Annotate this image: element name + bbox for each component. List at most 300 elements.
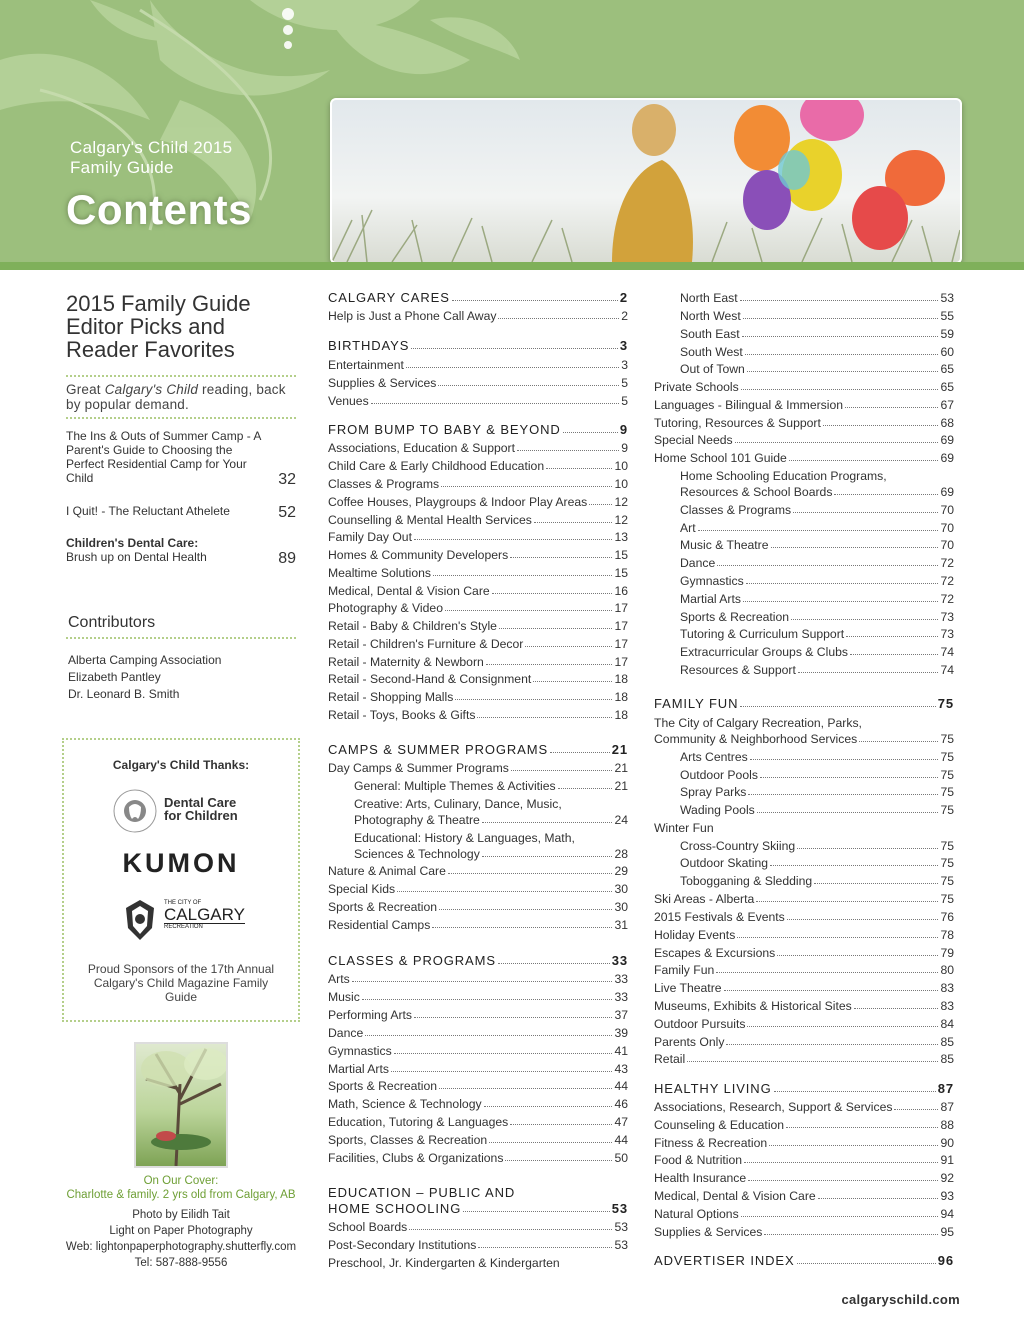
toc-entry[interactable] bbox=[328, 307, 628, 323]
toc-entry[interactable] bbox=[328, 528, 628, 544]
toc-entry[interactable] bbox=[328, 988, 628, 1004]
dot-leader bbox=[448, 873, 613, 874]
toc-page-number: 18 bbox=[614, 708, 628, 722]
toc-page-number: 15 bbox=[614, 566, 628, 580]
dot-leader bbox=[589, 504, 612, 505]
toc-page-number: 83 bbox=[940, 981, 954, 995]
toc-entry-label: EDUCATION – PUBLIC AND bbox=[328, 1185, 516, 1200]
dot-leader bbox=[771, 547, 939, 548]
toc-entry[interactable] bbox=[654, 1015, 954, 1031]
dot-leader bbox=[484, 1106, 613, 1107]
pick-summer-camp[interactable] bbox=[66, 429, 296, 488]
toc-entry-label: Museums, Exhibits & Historical Sites bbox=[654, 999, 852, 1013]
toc-entry[interactable] bbox=[654, 997, 954, 1013]
toc-page-number: 65 bbox=[940, 380, 954, 394]
toc-entry[interactable] bbox=[680, 467, 954, 483]
toc-entry-label: Wading Pools bbox=[680, 803, 755, 817]
toc-entry[interactable] bbox=[328, 880, 628, 896]
toc-page-number: 33 bbox=[614, 990, 628, 1004]
toc-page-number: 73 bbox=[940, 627, 954, 641]
toc-entry[interactable] bbox=[328, 546, 628, 562]
dot-leader bbox=[789, 460, 939, 461]
toc-entry[interactable] bbox=[328, 1077, 628, 1093]
toc-entry[interactable] bbox=[654, 819, 954, 835]
toc-entry[interactable] bbox=[654, 1050, 954, 1066]
toc-entry[interactable] bbox=[328, 1149, 628, 1165]
toc-entry-label: Arts Centres bbox=[680, 750, 748, 764]
toc-section-heading[interactable] bbox=[328, 741, 628, 757]
toc-section-heading[interactable] bbox=[328, 1200, 628, 1216]
divider bbox=[66, 375, 296, 377]
dot-leader bbox=[455, 699, 612, 700]
toc-entry-label: Outdoor Pools bbox=[680, 768, 758, 782]
toc-page-number: 93 bbox=[940, 1189, 954, 1203]
toc-page-number: 69 bbox=[940, 485, 954, 499]
toc-entry[interactable] bbox=[328, 511, 628, 527]
toc-page-number: 75 bbox=[940, 856, 954, 870]
toc-page-number: 31 bbox=[614, 918, 628, 932]
toc-entry-label: Tobogganing & Sledding bbox=[680, 874, 813, 888]
toc-entry-label: Languages - Bilingual & Immersion bbox=[654, 398, 844, 412]
toc-entry-label: Fitness & Recreation bbox=[654, 1136, 768, 1150]
toc-entry[interactable] bbox=[328, 1113, 628, 1129]
toc-entry[interactable] bbox=[654, 414, 954, 430]
toc-entry-label: Entertainment bbox=[328, 358, 404, 372]
toc-entry[interactable] bbox=[328, 493, 628, 509]
dot-leader bbox=[511, 770, 613, 771]
toc-entry[interactable] bbox=[654, 1116, 954, 1132]
dot-leader bbox=[737, 937, 938, 938]
toc-entry-label: Tutoring, Resources & Support bbox=[654, 416, 821, 430]
calgary-small: THE CITY OF bbox=[164, 900, 202, 906]
dot-leader bbox=[477, 717, 612, 718]
toc-entry[interactable] bbox=[328, 1095, 628, 1111]
toc-page-number: 2 bbox=[619, 290, 628, 305]
dental-line1: Dental Care bbox=[164, 795, 237, 810]
dot-leader bbox=[793, 512, 938, 513]
pick-text: Brush up on Dental Health bbox=[66, 550, 207, 564]
dot-leader bbox=[478, 1247, 612, 1248]
toc-entry-label: Medical, Dental & Vision Care bbox=[654, 1189, 816, 1203]
toc-entry[interactable] bbox=[654, 908, 954, 924]
dot-leader bbox=[757, 812, 939, 813]
toc-entry-label: Arts bbox=[328, 972, 350, 986]
toc-entry-label: Associations, Education & Support bbox=[328, 441, 515, 455]
toc-entry-label: Outdoor Pursuits bbox=[654, 1017, 746, 1031]
toc-page-number: 59 bbox=[940, 327, 954, 341]
magazine-title: Calgary's Child 2015 Family Guide bbox=[70, 138, 233, 177]
toc-entry-label: Retail - Toys, Books & Gifts bbox=[328, 708, 476, 722]
dot-leader bbox=[441, 486, 612, 487]
toc-section-heading[interactable] bbox=[654, 695, 954, 711]
toc-column-2 bbox=[328, 0, 628, 1344]
toc-entry[interactable] bbox=[328, 457, 628, 473]
toc-page-number: 46 bbox=[614, 1097, 628, 1111]
toc-page-number: 17 bbox=[614, 601, 628, 615]
toc-entry-label: HOME SCHOOLING bbox=[328, 1201, 462, 1216]
pick-reluctant-athlete[interactable] bbox=[66, 504, 296, 521]
toc-entry[interactable] bbox=[654, 1187, 954, 1203]
toc-entry-label: Residential Camps bbox=[328, 918, 431, 932]
toc-section-heading[interactable] bbox=[328, 952, 628, 968]
toc-page-number: 85 bbox=[940, 1052, 954, 1066]
toc-entry-label: Retail - Maternity & Newborn bbox=[328, 655, 484, 669]
toc-entry[interactable] bbox=[654, 1098, 954, 1114]
photo-credit: Photo by Eilidh Tait bbox=[132, 1209, 230, 1221]
toc-entry[interactable] bbox=[680, 325, 954, 341]
toc-entry-label: Outdoor Skating bbox=[680, 856, 769, 870]
city-of-calgary-logo[interactable] bbox=[120, 898, 250, 942]
toc-entry[interactable] bbox=[328, 356, 628, 372]
dot-leader bbox=[850, 654, 938, 655]
toc-entry-label: Music bbox=[328, 990, 360, 1004]
toc-page-number: 75 bbox=[940, 750, 954, 764]
toc-entry[interactable] bbox=[328, 916, 628, 932]
toc-page-number: 37 bbox=[614, 1008, 628, 1022]
dot-leader bbox=[745, 354, 939, 355]
dot-leader bbox=[406, 367, 619, 368]
toc-entry-label: Education, Tutoring & Languages bbox=[328, 1115, 509, 1129]
toc-entry[interactable] bbox=[328, 1060, 628, 1076]
toc-entry[interactable] bbox=[328, 582, 628, 598]
toc-entry[interactable] bbox=[328, 688, 628, 704]
toc-entry[interactable] bbox=[680, 590, 954, 606]
toc-entry[interactable] bbox=[654, 1169, 954, 1185]
dot-leader bbox=[818, 1198, 939, 1199]
toc-section-heading[interactable] bbox=[654, 1080, 954, 1096]
contributor: Elizabeth Pantley bbox=[68, 670, 161, 684]
dot-leader bbox=[498, 318, 619, 319]
toc-page-number: 70 bbox=[940, 538, 954, 552]
footer-url[interactable]: calgaryschild.com bbox=[841, 1292, 960, 1307]
photo-credit-web[interactable]: Web: lightonpaperphotography.shutterfly.com bbox=[65, 1241, 297, 1253]
toc-page-number: 21 bbox=[614, 761, 628, 775]
toc-entry-label: Natural Options bbox=[654, 1207, 739, 1221]
toc-entry-label: Retail - Baby & Children's Style bbox=[328, 619, 497, 633]
dot-leader bbox=[517, 450, 619, 451]
toc-entry-label: ADVERTISER INDEX bbox=[654, 1253, 795, 1268]
toc-entry[interactable] bbox=[328, 898, 628, 914]
toc-entry[interactable] bbox=[354, 845, 628, 861]
toc-entry[interactable] bbox=[328, 1254, 628, 1270]
dot-leader bbox=[747, 1026, 938, 1027]
toc-entry[interactable] bbox=[654, 730, 954, 746]
toc-page-number: 30 bbox=[614, 882, 628, 896]
photo-credit: Light on Paper Photography bbox=[109, 1225, 253, 1237]
toc-entry[interactable] bbox=[680, 783, 954, 799]
toc-entry-label: Counseling & Education bbox=[654, 1118, 785, 1132]
toc-page-number: 83 bbox=[940, 999, 954, 1013]
toc-page-number: 53 bbox=[614, 1238, 628, 1252]
toc-section-heading[interactable] bbox=[328, 337, 628, 353]
toc-entry[interactable] bbox=[328, 862, 628, 878]
toc-entry[interactable] bbox=[328, 1042, 628, 1058]
toc-entry-label: Gymnastics bbox=[328, 1044, 392, 1058]
toc-entry[interactable] bbox=[654, 1134, 954, 1150]
toc-entry[interactable] bbox=[680, 801, 954, 817]
dot-leader bbox=[774, 1091, 936, 1092]
toc-entry[interactable] bbox=[328, 706, 628, 722]
toc-entry-label: Gymnastics bbox=[680, 574, 744, 588]
toc-entry[interactable] bbox=[654, 431, 954, 447]
dot-leader bbox=[463, 1211, 610, 1212]
toc-page-number: 75 bbox=[940, 892, 954, 906]
calgary-sub: RECREATION bbox=[164, 923, 245, 930]
toc-entry-label: Winter Fun bbox=[654, 821, 714, 835]
tagline: Great Calgary's Child reading, back by popular demand. bbox=[66, 382, 286, 412]
dot-leader bbox=[764, 1234, 938, 1235]
toc-entry[interactable] bbox=[328, 439, 628, 455]
toc-entry[interactable] bbox=[654, 1205, 954, 1221]
toc-entry[interactable] bbox=[328, 564, 628, 580]
toc-page-number: 70 bbox=[940, 503, 954, 517]
toc-entry-label: Coffee Houses, Playgroups & Indoor Play Areas bbox=[328, 495, 588, 509]
dot-leader bbox=[747, 371, 939, 372]
toc-entry-label: Extracurricular Groups & Clubs bbox=[680, 645, 848, 659]
toc-page-number: 3 bbox=[619, 338, 628, 353]
toc-entry[interactable] bbox=[654, 961, 954, 977]
toc-entry[interactable] bbox=[680, 766, 954, 782]
dot-leader bbox=[452, 300, 618, 301]
sponsor-note: Proud Sponsors of the 17th Annual Calgary's Child Magazine Family Guide bbox=[87, 962, 275, 1004]
toc-entry-label: Spray Parks bbox=[680, 785, 747, 799]
toc-entry-label: Supplies & Services bbox=[328, 376, 437, 390]
toc-entry-label: CAMPS & SUMMER PROGRAMS bbox=[328, 742, 549, 757]
toc-entry[interactable] bbox=[354, 829, 628, 845]
toc-entry[interactable] bbox=[328, 670, 628, 686]
dot-leader bbox=[445, 610, 612, 611]
toc-entry[interactable] bbox=[654, 979, 954, 995]
toc-entry-label: CALGARY CARES bbox=[328, 290, 450, 305]
toc-section-heading[interactable] bbox=[328, 289, 628, 305]
toc-entry[interactable] bbox=[680, 748, 954, 764]
dot-leader bbox=[717, 565, 938, 566]
toc-entry-label: Health Insurance bbox=[654, 1171, 747, 1185]
dot-leader bbox=[510, 557, 612, 558]
toc-entry-label: Educational: History & Languages, Math, bbox=[354, 831, 575, 845]
toc-entry-label: Retail - Shopping Malls bbox=[328, 690, 454, 704]
toc-page-number: 9 bbox=[621, 441, 628, 455]
toc-page-number: 9 bbox=[619, 422, 628, 437]
toc-entry[interactable] bbox=[654, 926, 954, 942]
dot-leader bbox=[498, 963, 610, 964]
toc-page-number: 67 bbox=[940, 398, 954, 412]
toc-entry[interactable] bbox=[680, 572, 954, 588]
toc-page-number: 75 bbox=[940, 874, 954, 888]
toc-entry[interactable] bbox=[328, 475, 628, 491]
pick-page: 52 bbox=[278, 504, 296, 521]
toc-page-number: 33 bbox=[614, 972, 628, 986]
toc-entry[interactable] bbox=[328, 599, 628, 615]
toc-entry[interactable] bbox=[654, 1223, 954, 1239]
cover-caption-heading: On Our Cover: bbox=[143, 1175, 219, 1187]
toc-page-number: 96 bbox=[937, 1253, 954, 1268]
toc-page-number: 12 bbox=[614, 513, 628, 527]
dot-leader bbox=[740, 706, 935, 707]
toc-entry[interactable] bbox=[328, 1218, 628, 1234]
toc-entry-label: Day Camps & Summer Programs bbox=[328, 761, 509, 775]
dot-leader bbox=[433, 575, 612, 576]
toc-entry[interactable] bbox=[680, 872, 954, 888]
dot-leader bbox=[894, 1109, 938, 1110]
kumon-logo[interactable]: KUMON bbox=[122, 848, 240, 878]
toc-entry-label: Associations, Research, Support & Services bbox=[654, 1100, 893, 1114]
toc-entry-label: Classes & Programs bbox=[328, 477, 440, 491]
toc-entry-label: BIRTHDAYS bbox=[328, 338, 410, 353]
toc-entry[interactable] bbox=[328, 1006, 628, 1022]
toc-entry[interactable] bbox=[354, 777, 628, 793]
toc-entry-label: South East bbox=[680, 327, 740, 341]
toc-page-number: 75 bbox=[940, 768, 954, 782]
toc-page-number: 95 bbox=[940, 1225, 954, 1239]
toc-section-heading[interactable] bbox=[328, 1184, 628, 1200]
toc-page-number: 33 bbox=[611, 953, 628, 968]
toc-entry-label: Food & Nutrition bbox=[654, 1153, 743, 1167]
toc-entry[interactable] bbox=[654, 944, 954, 960]
dot-leader bbox=[432, 927, 612, 928]
dot-leader bbox=[769, 1145, 938, 1146]
toc-entry[interactable] bbox=[680, 608, 954, 624]
toc-entry[interactable] bbox=[680, 519, 954, 535]
toc-page-number: 79 bbox=[940, 946, 954, 960]
toc-page-number: 39 bbox=[614, 1026, 628, 1040]
pick-title: Children's Dental Care: bbox=[66, 536, 199, 550]
toc-entry[interactable] bbox=[654, 890, 954, 906]
toc-entry[interactable] bbox=[328, 392, 628, 408]
toc-entry[interactable] bbox=[680, 643, 954, 659]
dot-leader bbox=[797, 1263, 936, 1264]
toc-entry[interactable] bbox=[328, 653, 628, 669]
toc-page-number: 91 bbox=[940, 1153, 954, 1167]
toc-entry-label: Retail - Second-Hand & Consignment bbox=[328, 672, 532, 686]
toc-page-number: 10 bbox=[614, 459, 628, 473]
dot-leader bbox=[397, 891, 612, 892]
toc-page-number: 21 bbox=[614, 779, 628, 793]
dot-leader bbox=[394, 1053, 613, 1054]
toc-entry-label: Parents Only bbox=[654, 1035, 725, 1049]
toc-entry[interactable] bbox=[680, 837, 954, 853]
pick-dental-care[interactable] bbox=[66, 536, 296, 567]
toc-entry[interactable] bbox=[680, 343, 954, 359]
toc-entry-label: Homes & Community Developers bbox=[328, 548, 509, 562]
toc-entry[interactable] bbox=[654, 714, 954, 730]
toc-page-number: 68 bbox=[940, 416, 954, 430]
contributors-heading: Contributors bbox=[68, 614, 156, 631]
toc-entry[interactable] bbox=[680, 536, 954, 552]
toc-page-number: 44 bbox=[614, 1133, 628, 1147]
toc-entry[interactable] bbox=[328, 374, 628, 390]
toc-page-number: 5 bbox=[621, 394, 628, 408]
dot-leader bbox=[797, 848, 938, 849]
toc-page-number: 3 bbox=[621, 358, 628, 372]
toc-entry-label: HEALTHY LIVING bbox=[654, 1081, 772, 1096]
toc-entry[interactable] bbox=[680, 483, 954, 499]
dot-leader bbox=[550, 752, 610, 753]
toc-page-number: 17 bbox=[614, 619, 628, 633]
toc-entry[interactable] bbox=[354, 795, 628, 811]
toc-page-number: 55 bbox=[940, 309, 954, 323]
dot-leader bbox=[750, 759, 939, 760]
toc-page-number: 13 bbox=[614, 530, 628, 544]
toc-entry[interactable] bbox=[680, 554, 954, 570]
toc-entry-label: Photography & Theatre bbox=[354, 813, 480, 827]
toc-entry-label: Sports & Recreation bbox=[328, 1079, 438, 1093]
toc-entry[interactable] bbox=[680, 854, 954, 870]
toc-entry[interactable] bbox=[680, 625, 954, 641]
toc-entry[interactable] bbox=[654, 378, 954, 394]
toc-entry-label: Counselling & Mental Health Services bbox=[328, 513, 532, 527]
toc-page-number: 47 bbox=[614, 1115, 628, 1129]
toc-entry[interactable] bbox=[328, 1024, 628, 1040]
toc-entry-label: Venues bbox=[328, 394, 369, 408]
dot-leader bbox=[563, 432, 618, 433]
toc-entry[interactable] bbox=[328, 759, 628, 775]
toc-entry[interactable] bbox=[654, 449, 954, 465]
toc-entry-label: Holiday Events bbox=[654, 928, 736, 942]
toc-page-number: 2 bbox=[621, 309, 628, 323]
toc-entry[interactable] bbox=[654, 1151, 954, 1167]
toc-entry[interactable] bbox=[328, 1131, 628, 1147]
toc-page-number: 72 bbox=[940, 574, 954, 588]
toc-entry[interactable] bbox=[328, 617, 628, 633]
dot-leader bbox=[482, 822, 613, 823]
dot-leader bbox=[365, 1035, 612, 1036]
toc-entry[interactable] bbox=[328, 1236, 628, 1252]
dot-leader bbox=[486, 664, 613, 665]
toc-entry[interactable] bbox=[680, 289, 954, 305]
toc-entry-label: Sports & Recreation bbox=[328, 900, 438, 914]
toc-entry[interactable] bbox=[680, 501, 954, 517]
toc-entry[interactable] bbox=[328, 635, 628, 651]
pick-text: The Ins & Outs of Summer Camp - A Parent's Guide to Choosing the Perfect Residential Camp for Your Child bbox=[66, 429, 261, 485]
toc-page-number: 12 bbox=[614, 495, 628, 509]
toc-section-heading[interactable] bbox=[654, 1252, 954, 1268]
toc-page-number: 75 bbox=[940, 732, 954, 746]
dot-leader bbox=[414, 539, 612, 540]
toc-page-number: 90 bbox=[940, 1136, 954, 1150]
toc-entry-label: Art bbox=[680, 521, 696, 535]
toc-page-number: 80 bbox=[940, 963, 954, 977]
toc-page-number: 43 bbox=[614, 1062, 628, 1076]
dental-care-logo[interactable] bbox=[112, 788, 272, 834]
toc-page-number: 75 bbox=[937, 696, 954, 711]
toc-entry[interactable] bbox=[354, 811, 628, 827]
toc-entry[interactable] bbox=[680, 661, 954, 677]
toc-entry-label: Community & Neighborhood Services bbox=[654, 732, 858, 746]
toc-page-number: 84 bbox=[940, 1017, 954, 1031]
toc-entry[interactable] bbox=[654, 1033, 954, 1049]
toc-page-number: 18 bbox=[614, 690, 628, 704]
dot-leader bbox=[741, 389, 939, 390]
toc-entry[interactable] bbox=[680, 360, 954, 376]
pick-page: 89 bbox=[278, 550, 296, 567]
toc-entry[interactable] bbox=[654, 396, 954, 412]
dot-leader bbox=[411, 348, 618, 349]
toc-page-number: 60 bbox=[940, 345, 954, 359]
dot-leader bbox=[743, 318, 939, 319]
toc-section-heading[interactable] bbox=[328, 421, 628, 437]
dot-leader bbox=[492, 593, 613, 594]
toc-page-number: 72 bbox=[940, 592, 954, 606]
pick-text: I Quit! - The Reluctant Athelete bbox=[66, 504, 230, 518]
toc-entry[interactable] bbox=[328, 970, 628, 986]
toc-entry-label: North East bbox=[680, 291, 738, 305]
dot-leader bbox=[499, 628, 612, 629]
toc-entry-label: Tutoring & Curriculum Support bbox=[680, 627, 845, 641]
toc-page-number: 21 bbox=[611, 742, 628, 757]
toc-entry[interactable] bbox=[680, 307, 954, 323]
dot-leader bbox=[525, 646, 612, 647]
